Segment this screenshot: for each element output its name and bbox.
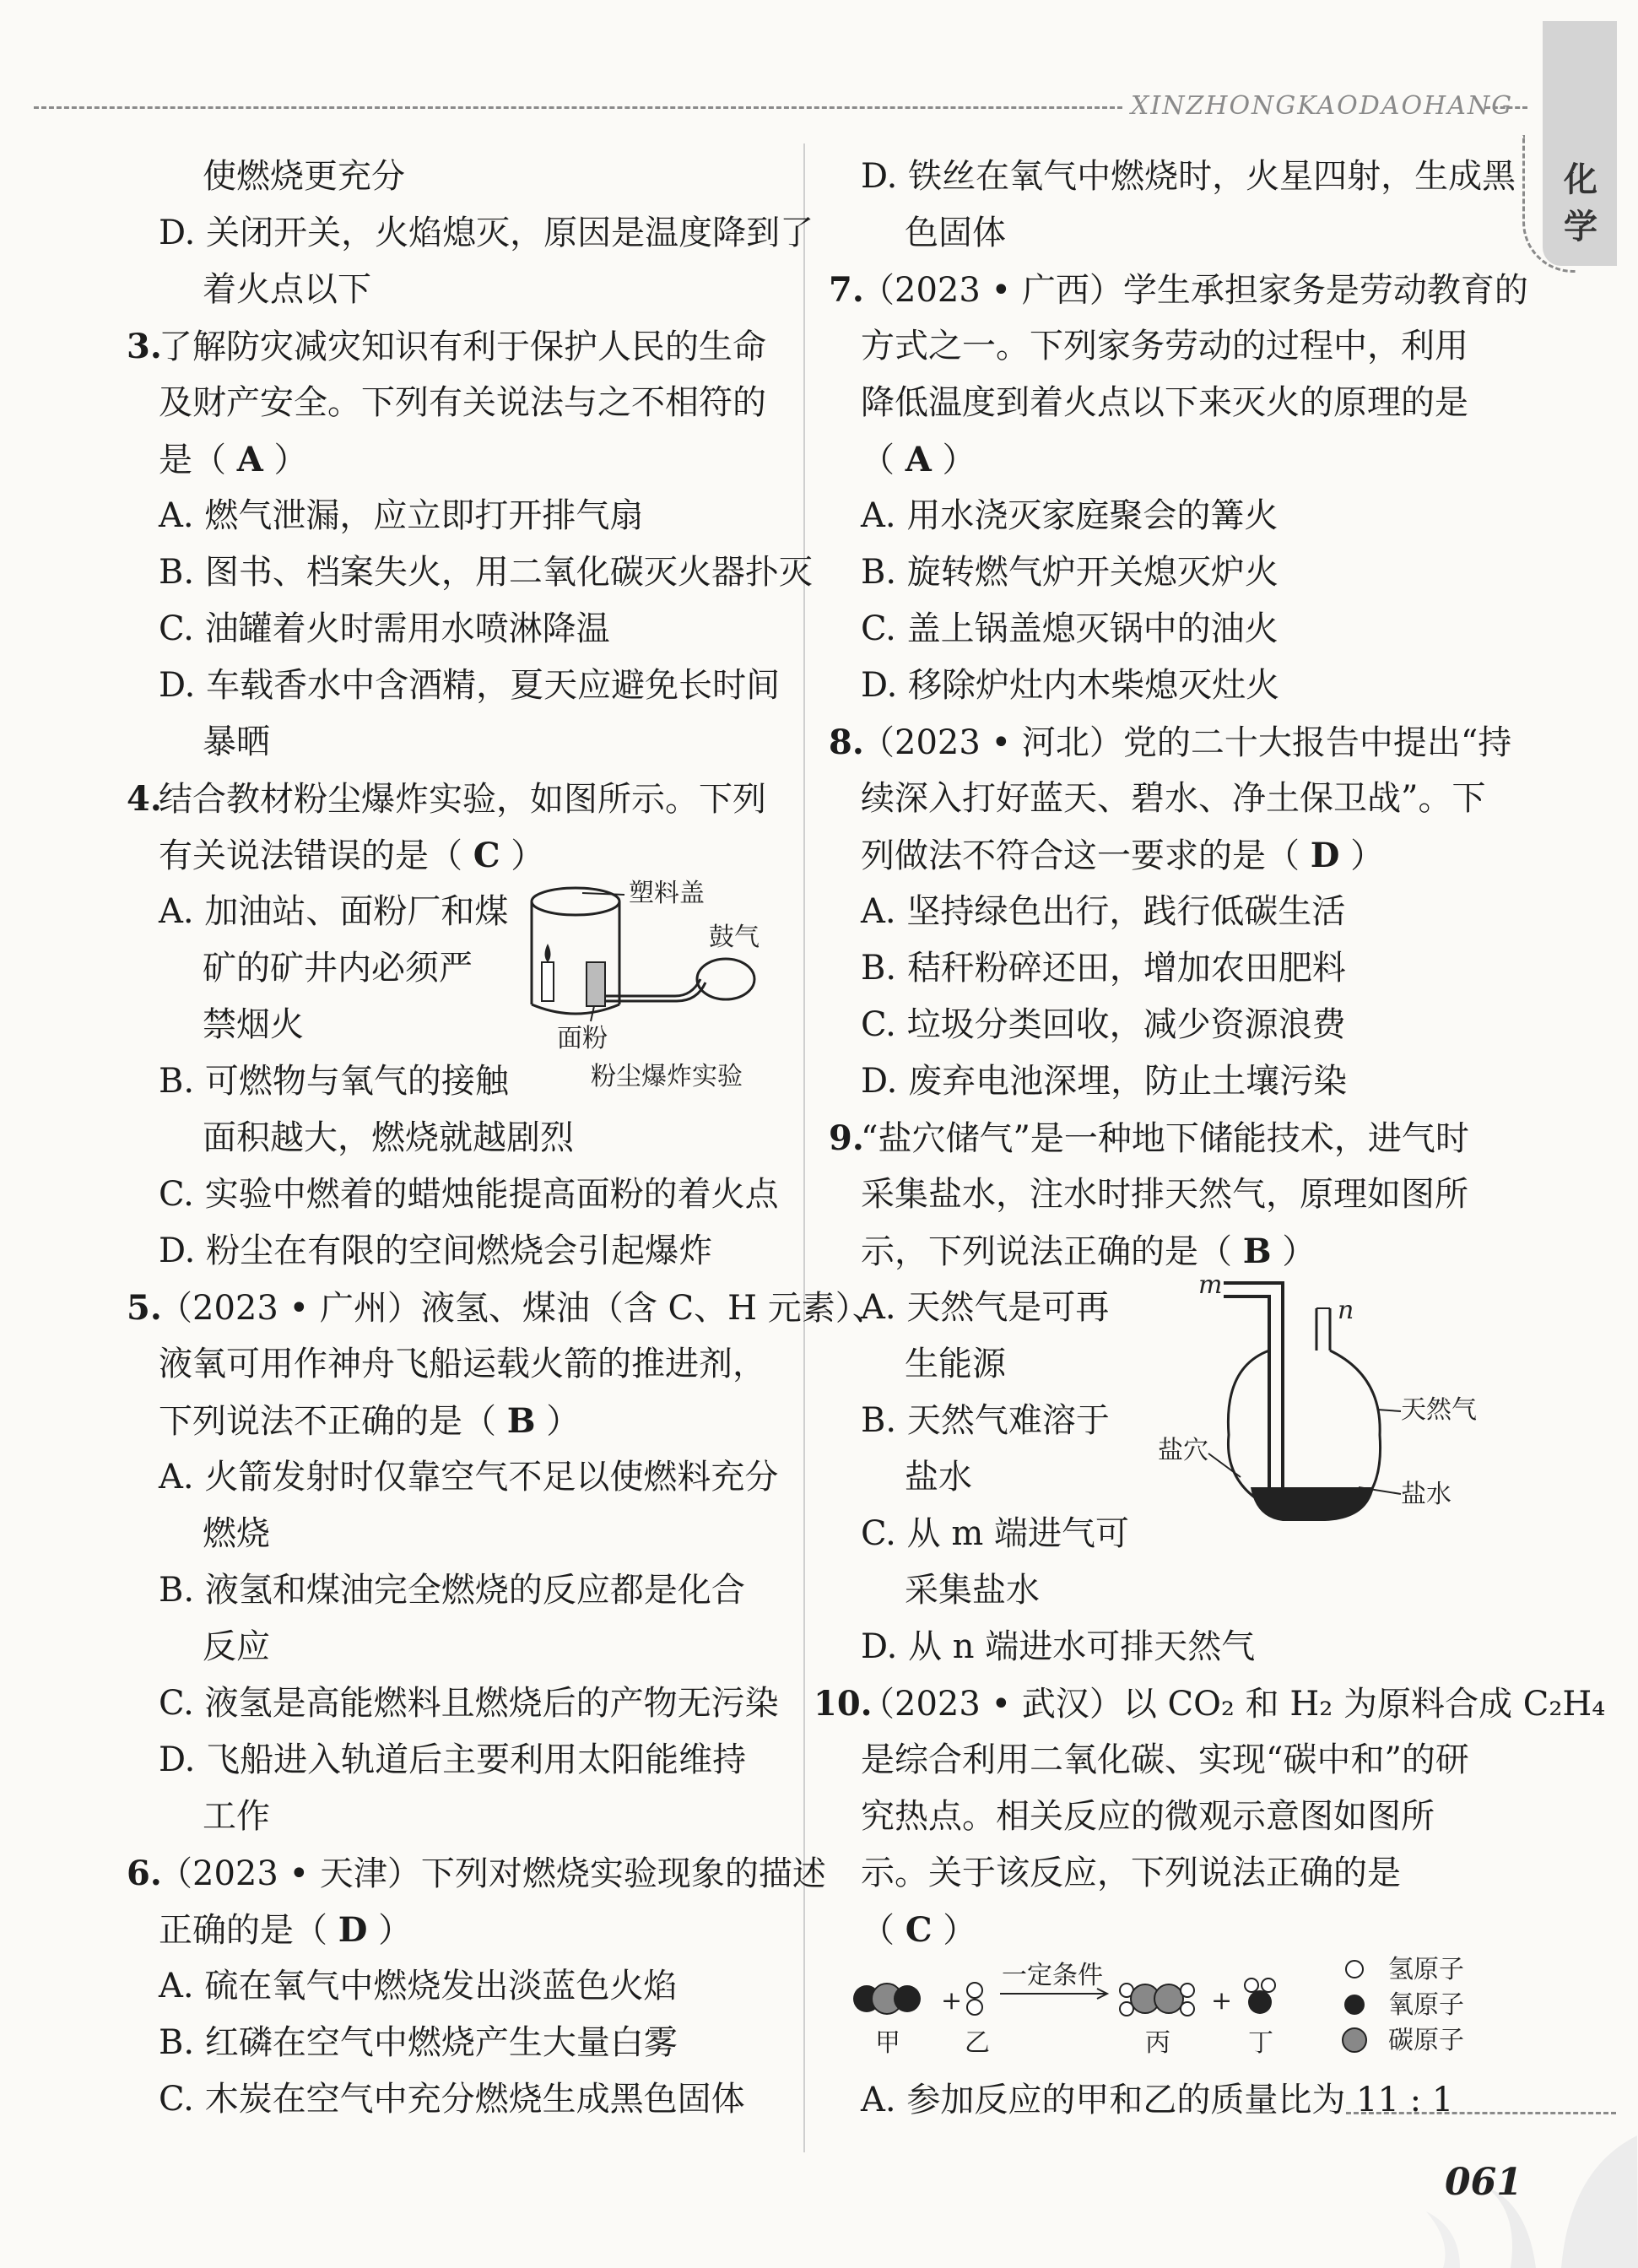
option-line: A. 用水浇灭家庭聚会的篝火 [861, 496, 1279, 535]
reaction-diagram [848, 1941, 1506, 2060]
option-line: C. 垃圾分类回收，减少资源浪费 [861, 1005, 1346, 1044]
option-line: B. 旋转燃气炉开关熄灭炉火 [861, 553, 1279, 592]
text-line: 示。关于该反应，下列说法正确的是 [861, 1854, 1401, 1892]
text-line: 盐水 [905, 1458, 972, 1497]
text-line: 采集盐水，注水时排天然气，原理如图所 [861, 1175, 1468, 1214]
option-line: B. 液氢和煤油完全燃烧的反应都是化合 [159, 1571, 745, 1610]
answer-close: ） [1282, 1232, 1316, 1271]
answer-line [829, 431, 1495, 488]
label-ding: 丁 [1248, 2028, 1273, 2058]
question-text: （2023 • 天津）下列对燃烧实验现象的描述 [159, 1854, 826, 1893]
answer-prefix: （ [861, 1911, 895, 1950]
option-line: B. 秸秆粉碎还田，增加农田肥料 [861, 949, 1346, 988]
option-line: D. 车载香水中含酒精，夏天应避免长时间 [159, 666, 781, 705]
page-number: 061 [1445, 2161, 1522, 2204]
answer-prefix: 有关说法错误的是（ [159, 836, 462, 875]
answer-close: ） [1350, 836, 1385, 875]
label-blow-air: 鼓气 [709, 923, 760, 952]
question-text: （2023 • 广西）学生承担家务是劳动教育的 [861, 271, 1528, 310]
answer-prefix: 是（ [159, 441, 226, 479]
text-line: 究热点。相关反应的微观示意图如图所 [861, 1797, 1435, 1836]
option-line: C. 实验中燃着的蜡烛能提高面粉的着火点 [159, 1175, 779, 1214]
label-salt-cave: 盐穴 [1158, 1436, 1208, 1465]
text-line: 生能源 [905, 1345, 1006, 1383]
text-line: 是综合利用二氧化碳、实现“碳中和”的研 [861, 1740, 1469, 1779]
answer-prefix: 下列说法不正确的是（ [159, 1402, 496, 1441]
question-number: 10. [814, 1684, 873, 1724]
answer-value: D [338, 1910, 368, 1950]
option-line: C. 木炭在空气中充分燃烧生成黑色固体 [159, 2080, 745, 2119]
label-flour: 面粉 [557, 1024, 608, 1053]
option-line: C. 液氢是高能燃料且燃烧后的产物无污染 [159, 1684, 779, 1723]
legend-carbon: 碳原子 [1388, 2026, 1464, 2055]
option-line: C. 盖上锅盖熄灭锅中的油火 [861, 609, 1279, 648]
question-8-line [829, 714, 1512, 771]
label-yi: 乙 [965, 2028, 990, 2058]
plus-sign: + [941, 1986, 963, 2016]
label-brine: 盐水 [1401, 1480, 1451, 1509]
question-3-line [127, 318, 785, 375]
label-jia: 甲 [875, 2028, 900, 2058]
option-line: B. 可燃物与氧气的接触 [159, 1062, 509, 1101]
option-line: D. 粉尘在有限的空间燃烧会引起爆炸 [159, 1231, 713, 1270]
label-m: m [1198, 1270, 1223, 1300]
text-line: 及财产安全。下列有关说法与之不相符的 [159, 383, 766, 422]
option-line: D. 飞船进入轨道后主要利用太阳能维持 [159, 1740, 747, 1779]
option-line: A. 参加反应的甲和乙的质量比为 11 : 1 [861, 2081, 1454, 2119]
text-line: 降低温度到着火点以下来灭火的原理的是 [861, 383, 1468, 422]
answer-value: B [1242, 1231, 1272, 1271]
option-line: A. 火箭发射时仅靠空气不足以使燃料充分 [159, 1458, 779, 1497]
answer-value: A [905, 440, 932, 479]
option-line: D. 废弃电池深埋，防止土壤污染 [861, 1062, 1348, 1101]
label-natural-gas: 天然气 [1401, 1395, 1477, 1425]
text-line: 使燃烧更充分 [203, 157, 405, 196]
answer-line [127, 1902, 785, 1958]
option-line: A. 坚持绿色出行，践行低碳生活 [861, 892, 1346, 931]
option-line: D. 移除炉灶内木柴熄灭灶火 [861, 666, 1280, 705]
answer-line [829, 827, 1495, 884]
answer-prefix: 列做法不符合这一要求的是（ [861, 836, 1300, 875]
option-line: A. 硫在氧气中燃烧发出淡蓝色火焰 [159, 1967, 678, 2005]
answer-line [127, 827, 785, 884]
answer-value: D [1310, 836, 1340, 875]
dust-explosion-figure [523, 878, 785, 1089]
footer-divider [1346, 2112, 1616, 2114]
text-line: 禁烟火 [203, 1005, 304, 1044]
text-line: 矿的矿井内必须严 [203, 949, 473, 988]
question-10-line [814, 1675, 1606, 1732]
answer-close: ） [942, 441, 976, 479]
question-6-line [127, 1845, 826, 1902]
option-line: A. 加油站、面粉厂和煤 [159, 892, 509, 931]
option-line: B. 天然气难溶于 [861, 1401, 1110, 1440]
text-line: 续深入打好蓝天、碧水、净土保卫战”。下 [861, 779, 1486, 818]
answer-close: ） [943, 1911, 977, 1950]
text-line: 燃烧 [203, 1514, 270, 1553]
answer-value: A [236, 440, 263, 479]
answer-close: ） [511, 836, 545, 875]
question-5-line [127, 1280, 886, 1336]
option-line: D. 从 n 端进水可排天然气 [861, 1627, 1256, 1666]
question-text: （2023 • 广州）液氢、煤油（含 C、H 元素）、 [159, 1289, 886, 1328]
legend-hydrogen: 氢原子 [1388, 1955, 1464, 1984]
answer-close: ） [546, 1402, 581, 1441]
option-line: D. 铁丝在氧气中燃烧时，火星四射，生成黑 [861, 157, 1516, 196]
question-text: “盐穴储气”是一种地下储能技术，进气时 [861, 1119, 1469, 1158]
option-line: A. 燃气泄漏，应立即打开排气扇 [159, 496, 644, 535]
question-number: 7. [829, 270, 864, 310]
subject-label: 化学 [1564, 160, 1597, 246]
answer-value: C [905, 1910, 933, 1950]
text-line: 色固体 [905, 214, 1006, 252]
option-line: C. 从 m 端进气可 [861, 1514, 1129, 1553]
question-number: 5. [127, 1288, 162, 1328]
label-plastic-lid: 塑料盖 [629, 879, 705, 908]
text-line: 方式之一。下列家务劳动的过程中，利用 [861, 327, 1468, 365]
answer-line [127, 431, 785, 488]
figure-caption: 粉尘爆炸实验 [591, 1062, 743, 1089]
question-number: 3. [127, 327, 162, 366]
question-text: （2023 • 武汉）以 CO₂ 和 H₂ 为原料合成 C₂H₄ [861, 1685, 1606, 1724]
answer-prefix: 正确的是（ [159, 1911, 327, 1950]
option-line: C. 油罐着火时需用水喷淋降温 [159, 609, 610, 648]
legend-oxygen: 氧原子 [1388, 1990, 1464, 2020]
text-line: 着火点以下 [203, 270, 371, 309]
question-9-line [829, 1110, 1495, 1166]
option-line: B. 红磷在空气中燃烧产生大量白雾 [159, 2023, 678, 2062]
answer-prefix: 示，下列说法正确的是（ [861, 1232, 1232, 1271]
question-text: 了解防灾减灾知识有利于保护人民的生命 [159, 327, 766, 366]
text-line: 工作 [203, 1797, 270, 1836]
answer-close: ） [378, 1911, 413, 1950]
question-text: 结合教材粉尘爆炸实验，如图所示。下列 [159, 780, 766, 819]
header-divider [34, 106, 1122, 109]
option-line: B. 图书、档案失火，用二氧化碳灭火器扑灭 [159, 553, 813, 592]
salt-cavern-figure [1156, 1266, 1494, 1536]
answer-value: C [473, 836, 500, 875]
answer-close: ） [273, 441, 308, 479]
question-7-line [829, 262, 1528, 318]
question-text: （2023 • 河北）党的二十大报告中提出“持 [861, 723, 1512, 762]
answer-value: B [506, 1401, 536, 1441]
text-line: 面积越大，燃烧就越剧烈 [203, 1118, 574, 1157]
option-line: D. 关闭开关，火焰熄灭，原因是温度降到了 [159, 214, 814, 252]
text-line: 反应 [203, 1627, 270, 1666]
reaction-condition: 一定条件 [1002, 1961, 1103, 1990]
question-number: 4. [127, 779, 162, 819]
text-line: 液氧可用作神舟飞船运载火箭的推进剂， [159, 1345, 766, 1383]
text-line: 暴晒 [203, 723, 270, 761]
plus-sign: + [1211, 1986, 1233, 2016]
header-divider-right [1485, 106, 1527, 109]
question-number: 6. [127, 1854, 162, 1893]
answer-line [127, 1393, 785, 1449]
question-number: 9. [829, 1118, 864, 1158]
text-line: 采集盐水 [905, 1571, 1040, 1610]
label-n: n [1338, 1296, 1354, 1325]
option-line: A. 天然气是可再 [861, 1288, 1110, 1327]
answer-prefix: （ [861, 441, 895, 479]
label-bing: 丙 [1145, 2028, 1170, 2058]
question-4-line [127, 771, 785, 827]
question-number: 8. [829, 723, 864, 762]
header-title: XINZHONGKAODAOHANG [1131, 91, 1514, 121]
